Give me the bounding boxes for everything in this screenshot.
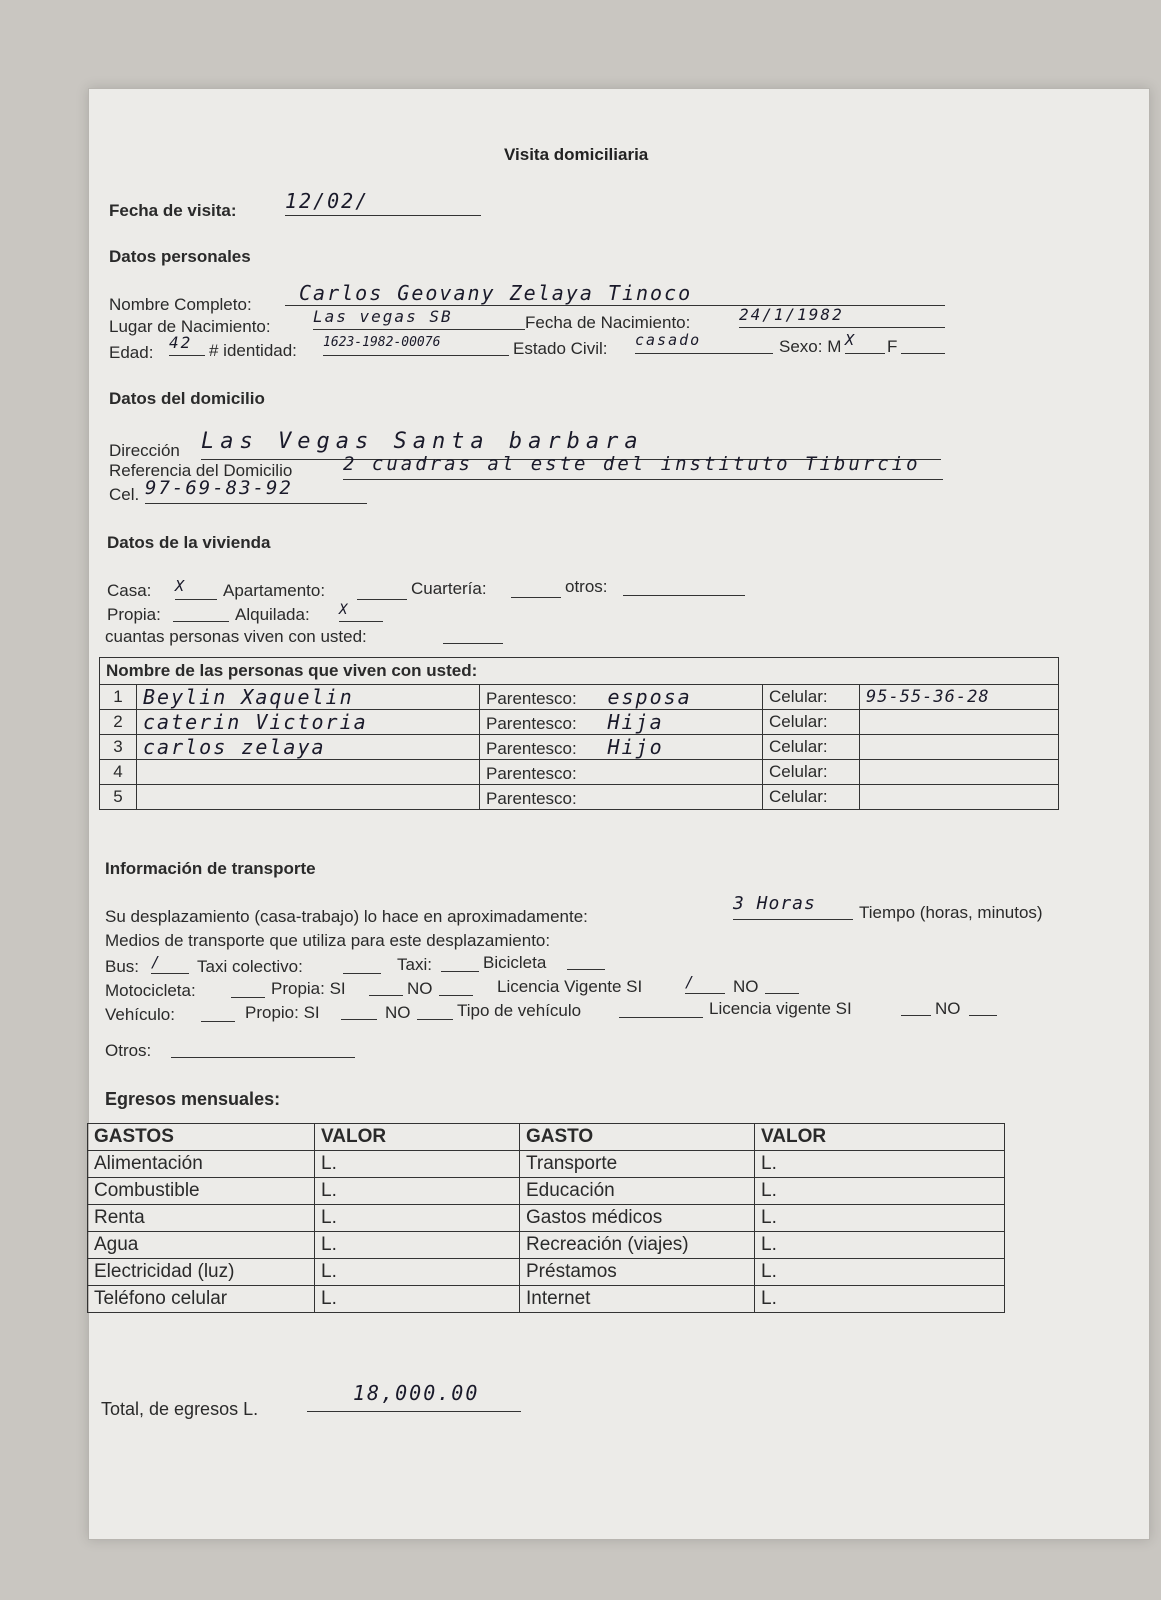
persona-parentesco: Hijo [607, 735, 664, 759]
fechanac-value: 24/1/1982 [739, 305, 844, 324]
table-row [88, 1205, 1005, 1232]
gasto-label: Transporte [520, 1151, 755, 1178]
licencia2-label: Licencia vigente SI [709, 999, 852, 1018]
table-row [88, 1151, 1005, 1178]
edad-value: 42 [169, 333, 193, 352]
edad-field[interactable] [169, 333, 205, 356]
casa-label: Casa: [107, 581, 152, 600]
fechanac-field[interactable] [739, 305, 945, 328]
egresos-table [87, 1123, 1005, 1313]
total-value: 18,000.00 [353, 1381, 480, 1405]
taxi-field[interactable] [441, 951, 479, 972]
valor-cell[interactable]: L. [755, 1259, 1005, 1286]
row-number: 2 [100, 710, 137, 735]
apartamento-label: Apartamento: [223, 581, 326, 600]
lugar-field[interactable] [313, 307, 525, 330]
vehiculo-no-label: NO [385, 1003, 411, 1022]
personas-table [99, 657, 1059, 810]
licencia-no-field[interactable] [765, 973, 799, 994]
egresos-header: Egresos mensuales: [105, 1089, 281, 1109]
estado-label: Estado Civil: [513, 339, 608, 358]
gasto-label: Teléfono celular [88, 1286, 315, 1313]
propia-field[interactable] [173, 601, 229, 622]
row-number: 1 [100, 685, 137, 710]
persona-nombre: Beylin Xaquelin [143, 685, 354, 709]
motocicleta-field[interactable] [231, 977, 265, 998]
licencia2-no-label: NO [935, 999, 961, 1018]
otros-vivienda-field[interactable] [623, 573, 745, 596]
licencia2-si-field[interactable] [901, 995, 931, 1016]
fecha-field[interactable] [285, 189, 481, 216]
gasto-label: Electricidad (luz) [88, 1259, 315, 1286]
table-row [100, 685, 1059, 710]
gasto-label: Educación [520, 1178, 755, 1205]
valor-cell[interactable]: L. [315, 1151, 520, 1178]
identidad-field[interactable] [323, 333, 509, 356]
persona-parentesco-cell[interactable] [480, 710, 763, 735]
persona-nombre-cell[interactable] [137, 685, 480, 710]
cel-value: 97-69-83-92 [145, 477, 293, 499]
celular-label: Celular: [763, 710, 860, 735]
col-gasto: GASTO [520, 1124, 755, 1151]
parentesco-label: Parentesco: [486, 739, 577, 758]
nombre-label: Nombre Completo: [109, 295, 252, 314]
table-row [100, 785, 1059, 810]
gasto-label: Agua [88, 1232, 315, 1259]
persona-celular-cell[interactable] [860, 760, 1059, 785]
table-row [100, 710, 1059, 735]
tipo-vehiculo-label: Tipo de vehículo [457, 1001, 582, 1020]
persona-nombre-cell[interactable] [137, 735, 480, 760]
licencia-no-label: NO [733, 977, 759, 996]
celular-label: Celular: [763, 785, 860, 810]
celular-label: Celular: [763, 760, 860, 785]
alquilada-field[interactable] [339, 601, 383, 622]
sexo-m-value: X [845, 331, 857, 349]
gasto-label: Renta [88, 1205, 315, 1232]
gasto-label: Préstamos [520, 1259, 755, 1286]
bicicleta-field[interactable] [567, 949, 605, 970]
sexo-m-field[interactable] [845, 331, 885, 354]
valor-cell[interactable]: L. [755, 1286, 1005, 1313]
persona-nombre-cell[interactable] [137, 710, 480, 735]
parentesco-label: Parentesco: [486, 789, 577, 808]
gasto-label: Alimentación [88, 1151, 315, 1178]
table-row [88, 1232, 1005, 1259]
col-valor-2: VALOR [755, 1124, 1005, 1151]
persona-nombre-cell[interactable] [137, 785, 480, 810]
valor-cell[interactable]: L. [755, 1178, 1005, 1205]
persona-nombre-cell[interactable] [137, 760, 480, 785]
identidad-value: 1623-1982-00076 [323, 335, 441, 350]
persona-parentesco-cell[interactable] [480, 685, 763, 710]
parentesco-label: Parentesco: [486, 714, 577, 733]
persona-parentesco: Hija [607, 710, 664, 734]
bus-field[interactable] [151, 953, 189, 974]
tipo-vehiculo-field[interactable] [619, 997, 703, 1018]
row-number: 4 [100, 760, 137, 785]
persona-nombre: carlos zelaya [143, 735, 326, 759]
valor-cell[interactable]: L. [755, 1205, 1005, 1232]
col-valor: VALOR [315, 1124, 520, 1151]
table-row [88, 1178, 1005, 1205]
taxi-label: Taxi: [397, 955, 432, 974]
nombre-field[interactable] [285, 281, 945, 306]
valor-cell[interactable]: L. [315, 1286, 520, 1313]
referencia-value: 2 cuadras al este del instituto Tiburcio [343, 453, 921, 475]
total-label: Total, de egresos L. [101, 1399, 259, 1419]
taxi-colectivo-field[interactable] [343, 953, 381, 974]
bus-value: / [151, 953, 163, 971]
taxi-colectivo-label: Taxi colectivo: [197, 957, 303, 976]
apartamento-field[interactable] [357, 577, 407, 600]
licencia-label: Licencia Vigente SI [497, 977, 643, 996]
row-number: 5 [100, 785, 137, 810]
persona-nombre: caterin Victoria [143, 710, 368, 734]
propia-label: Propia: [107, 605, 161, 624]
valor-cell[interactable]: L. [315, 1205, 520, 1232]
sexo-f-field[interactable] [901, 331, 945, 354]
direccion-label: Dirección [109, 441, 180, 460]
alquilada-value: X [339, 602, 350, 618]
row-number: 3 [100, 735, 137, 760]
personas-header-row [100, 658, 1059, 685]
parentesco-label: Parentesco: [486, 689, 577, 708]
valor-cell[interactable]: L. [755, 1232, 1005, 1259]
personal-header: Datos personales [109, 247, 251, 266]
vivienda-header: Datos de la vivienda [107, 533, 271, 552]
propia-si-label: Propia: SI [271, 979, 346, 998]
estado-field[interactable] [635, 331, 773, 354]
alquilada-label: Alquilada: [235, 605, 310, 624]
fecha-label: Fecha de visita: [109, 201, 237, 220]
persona-celular-cell[interactable] [860, 710, 1059, 735]
persona-celular-cell[interactable] [860, 785, 1059, 810]
licencia-si-field[interactable] [685, 973, 725, 994]
valor-cell[interactable]: L. [315, 1232, 520, 1259]
vehiculo-label: Vehículo: [105, 1005, 175, 1024]
gasto-label: Gastos médicos [520, 1205, 755, 1232]
identidad-label: # identidad: [209, 341, 297, 360]
cuarteria-label: Cuartería: [411, 579, 487, 598]
persona-celular-cell[interactable] [860, 685, 1059, 710]
otros-vivienda-label: otros: [565, 577, 608, 596]
gasto-label: Combustible [88, 1178, 315, 1205]
motocicleta-label: Motocicleta: [105, 981, 196, 1000]
gasto-label: Internet [520, 1286, 755, 1313]
form-sheet [88, 88, 1150, 1540]
direccion-value: Las Vegas Santa barbara [201, 429, 644, 454]
moto-no-field[interactable] [439, 975, 473, 996]
referencia-field[interactable] [343, 453, 943, 480]
persona-celular-cell[interactable] [860, 735, 1059, 760]
page-title: Visita domiciliaria [504, 145, 649, 164]
cuarteria-field[interactable] [511, 575, 561, 598]
propio-si-label: Propio: SI [245, 1003, 320, 1022]
fechanac-label: Fecha de Nacimiento: [525, 313, 691, 332]
valor-cell[interactable]: L. [315, 1178, 520, 1205]
col-gastos: GASTOS [88, 1124, 315, 1151]
desplazamiento-label: Su desplazamiento (casa-trabajo) lo hace en aproximadamente: [105, 907, 588, 926]
vehiculo-no-field[interactable] [417, 999, 453, 1020]
persona-celular: 95-55-36-28 [866, 687, 990, 707]
desplazamiento-field[interactable] [733, 893, 853, 920]
valor-cell[interactable]: L. [315, 1259, 520, 1286]
persona-parentesco: esposa [607, 685, 692, 709]
lugar-label: Lugar de Nacimiento: [109, 317, 271, 336]
otros-transporte-field[interactable] [171, 1037, 355, 1058]
celular-label: Celular: [763, 685, 860, 710]
cuantas-label: cuantas personas viven con usted: [105, 627, 367, 646]
personas-header: Nombre de las personas que viven con usted: [100, 658, 1059, 685]
table-row [100, 735, 1059, 760]
valor-cell[interactable]: L. [755, 1151, 1005, 1178]
persona-parentesco-cell[interactable] [480, 735, 763, 760]
total-field[interactable] [307, 1381, 521, 1412]
table-row [88, 1286, 1005, 1313]
bicicleta-label: Bicicleta [483, 953, 547, 972]
table-row [88, 1259, 1005, 1286]
referencia-label: Referencia del Domicilio [109, 461, 293, 480]
lugar-value: Las vegas SB [313, 307, 453, 326]
medios-label: Medios de transporte que utiliza para este desplazamiento: [105, 931, 551, 950]
moto-propia-si-field[interactable] [369, 975, 403, 996]
transporte-header: Información de transporte [105, 859, 316, 878]
otros-transporte-label: Otros: [105, 1041, 152, 1060]
domicilio-header: Datos del domicilio [109, 389, 265, 408]
cuantas-field[interactable] [443, 623, 503, 644]
casa-value: X [175, 577, 187, 595]
sexo-f-label: F [887, 337, 898, 356]
edad-label: Edad: [109, 343, 154, 362]
table-row [100, 760, 1059, 785]
fecha-value: 12/02/ [285, 189, 370, 213]
licencia-value: / [685, 973, 697, 991]
tiempo-label: Tiempo (horas, minutos) [859, 903, 1043, 922]
nombre-value: Carlos Geovany Zelaya Tinoco [299, 281, 693, 305]
vehiculo-field[interactable] [201, 1001, 235, 1022]
cel-label: Cel. [109, 485, 140, 504]
licencia2-no-field[interactable] [969, 995, 997, 1016]
bus-label: Bus: [105, 957, 140, 976]
vehiculo-propio-si-field[interactable] [341, 999, 377, 1020]
parentesco-label: Parentesco: [486, 764, 577, 783]
sexo-label: Sexo: M [779, 337, 842, 356]
cel-field[interactable] [145, 477, 367, 504]
desplazamiento-value: 3 Horas [733, 893, 816, 914]
gasto-label: Recreación (viajes) [520, 1232, 755, 1259]
celular-label: Celular: [763, 735, 860, 760]
casa-field[interactable] [175, 577, 217, 600]
estado-value: casado [635, 331, 702, 349]
persona-parentesco-cell[interactable] [480, 760, 763, 785]
persona-parentesco-cell[interactable] [480, 785, 763, 810]
egresos-header-row [88, 1124, 1005, 1151]
moto-no-label: NO [407, 979, 433, 998]
